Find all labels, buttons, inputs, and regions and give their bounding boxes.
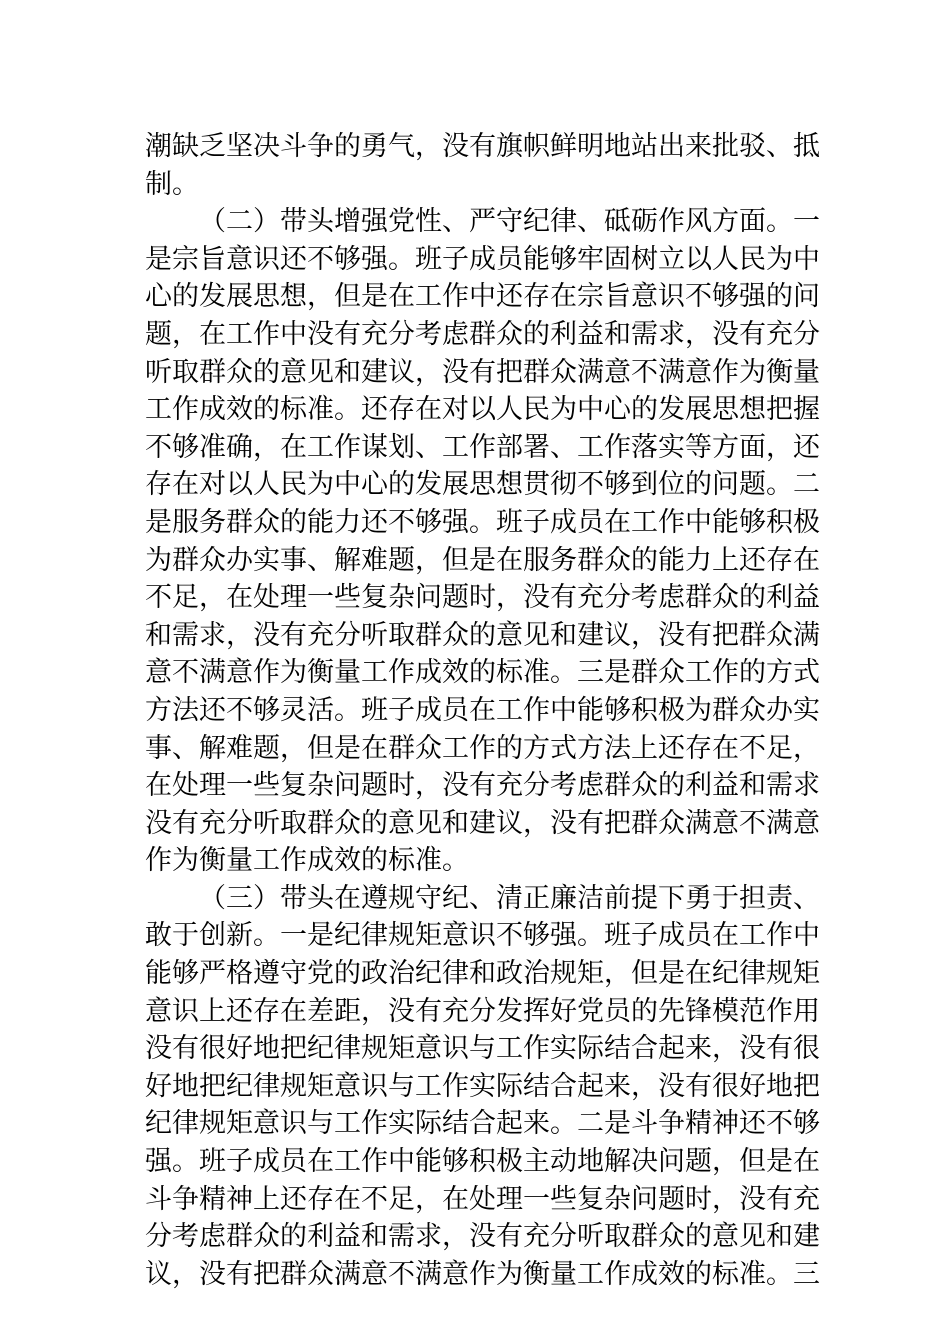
section-three-heading-line: （三）带头在遵规守纪、清正廉洁前提下勇于担责、 (199, 882, 820, 914)
text-line: 敢于创新。一是纪律规矩意识不够强。班子成员在工作中 (145, 920, 820, 952)
text-line: 议，没有把群众满意不满意作为衡量工作成效的标准。三 (145, 1258, 820, 1290)
text-line: 纪律规矩意识与工作实际结合起来。二是斗争精神还不够 (145, 1108, 820, 1140)
text-line: 在处理一些复杂问题时，没有充分考虑群众的利益和需求 (145, 770, 820, 802)
text-line: 好地把纪律规矩意识与工作实际结合起来，没有很好地把 (145, 1070, 820, 1102)
text-line: 意识上还存在差距，没有充分发挥好党员的先锋模范作用 (145, 995, 820, 1027)
text-line: 意不满意作为衡量工作成效的标准。三是群众工作的方式 (145, 657, 820, 689)
text-line: 能够严格遵守党的政治纪律和政治规矩，但是在纪律规矩 (145, 958, 820, 990)
text-line: 工作成效的标准。还存在对以人民为中心的发展思想把握 (145, 394, 820, 426)
text-line: 潮缺乏坚决斗争的勇气，没有旗帜鲜明地站出来批驳、抵 (145, 131, 820, 162)
text-line: 强。班子成员在工作中能够积极主动地解决问题，但是在 (145, 1146, 820, 1178)
text-line: 是宗旨意识还不够强。班子成员能够牢固树立以人民为中 (145, 243, 820, 275)
text-line: 没有很好地把纪律规矩意识与工作实际结合起来，没有很 (145, 1033, 820, 1065)
text-line: 不够准确，在工作谋划、工作部署、工作落实等方面，还 (145, 431, 820, 463)
body-text (145, 128, 820, 1293)
text-line: 为群众办实事、解难题，但是在服务群众的能力上还存在 (145, 544, 820, 576)
text-line: 制。 (145, 168, 199, 200)
text-line: 不足，在处理一些复杂问题时，没有充分考虑群众的利益 (145, 582, 820, 614)
text-line: 存在对以人民为中心的发展思想贯彻不够到位的问题。二 (145, 469, 820, 501)
text-line: 方法还不够灵活。班子成员在工作中能够积极为群众办实 (145, 694, 820, 726)
text-line: 是服务群众的能力还不够强。班子成员在工作中能够积极 (145, 506, 820, 538)
text-line: 斗争精神上还存在不足，在处理一些复杂问题时，没有充 (145, 1183, 820, 1215)
section-two-heading-line: （二）带头增强党性、严守纪律、砥砺作风方面。一 (199, 206, 820, 238)
text-line: 事、解难题，但是在群众工作的方式方法上还存在不足， (145, 732, 820, 764)
text-line: 作为衡量工作成效的标准。 (145, 845, 469, 877)
text-line: 分考虑群众的利益和需求，没有充分听取群众的意见和建 (145, 1221, 820, 1253)
text-line: 没有充分听取群众的意见和建议，没有把群众满意不满意 (145, 807, 820, 839)
text-line: 题，在工作中没有充分考虑群众的利益和需求，没有充分 (145, 318, 820, 350)
text-line: 心的发展思想，但是在工作中还存在宗旨意识不够强的问 (145, 281, 820, 313)
text-line: 和需求，没有充分听取群众的意见和建议，没有把群众满 (145, 619, 820, 651)
text-line: 听取群众的意见和建议，没有把群众满意不满意作为衡量 (145, 356, 820, 388)
